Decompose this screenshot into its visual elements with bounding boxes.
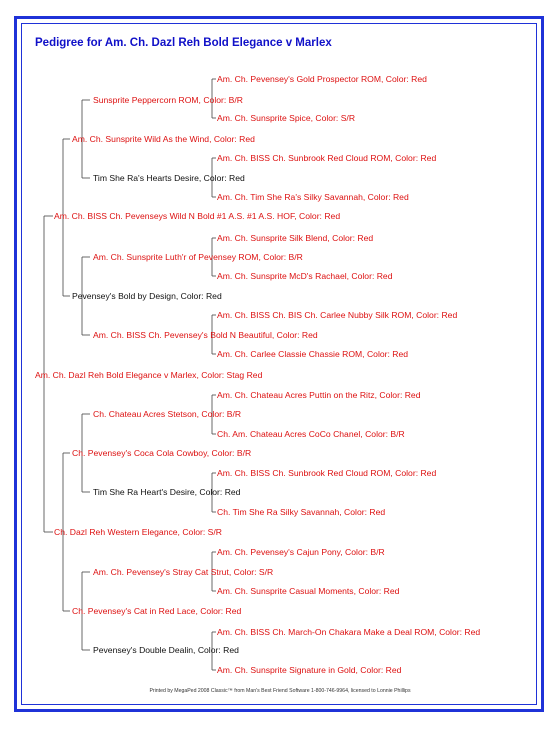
pedigree-entry: Ch. Tim She Ra Silky Savannah, Color: Red: [217, 507, 386, 517]
pedigree-entry: Am. Ch. Dazl Reh Bold Elegance v Marlex, Color: Stag Red: [35, 370, 263, 380]
pedigree-entry: Am. Ch. BISS Ch. Sunbrook Red Cloud ROM, Color: Red: [217, 468, 437, 478]
pedigree-entry: Pevensey's Bold by Design, Color: Red: [72, 291, 222, 301]
pedigree-entry: Ch. Pevensey's Coca Cola Cowboy, Color: B/R: [72, 448, 252, 458]
page-inner-border: [21, 23, 537, 705]
pedigree-entry: Am. Ch. Pevensey's Gold Prospector ROM, Color: Red: [217, 74, 427, 84]
pedigree-entry: Am. Ch. BISS Ch. March-On Chakara Make a Deal ROM, Color: Red: [217, 627, 481, 637]
pedigree-entry: Am. Ch. Sunsprite Luth'r of Pevensey ROM, Color: B/R: [93, 252, 303, 262]
pedigree-entry: Am. Ch. BISS Ch. Sunbrook Red Cloud ROM, Color: Red: [217, 153, 437, 163]
pedigree-entry: Sunsprite Peppercorn ROM, Color: B/R: [93, 95, 243, 105]
page-title: Pedigree for Am. Ch. Dazl Reh Bold Elegance v Marlex: [35, 37, 332, 49]
pedigree-entry: Am. Ch. BISS Ch. BIS Ch. Carlee Nubby Silk ROM, Color: Red: [217, 310, 458, 320]
pedigree-entry: Ch. Chateau Acres Stetson, Color: B/R: [93, 409, 242, 419]
pedigree-entry: Am. Ch. Pevensey's Cajun Pony, Color: B/R: [217, 547, 385, 557]
pedigree-entry: Am. Ch. Pevensey's Stray Cat Strut, Color: S/R: [93, 567, 274, 577]
pedigree-entry: Am. Ch. Carlee Classie Chassie ROM, Color: Red: [217, 349, 409, 359]
pedigree-entry: Pevensey's Double Dealin, Color: Red: [93, 645, 239, 655]
pedigree-entry: Am. Ch. Sunsprite Wild As the Wind, Color: Red: [72, 134, 255, 144]
pedigree-entry: Am. Ch. Sunsprite Silk Blend, Color: Red: [217, 233, 374, 243]
footer-text: Printed by MegaPed 2008 Classic™ from Man's Best Friend Software 1-800-746-9964, licensed to Lonnie Phillips: [149, 688, 411, 694]
pedigree-entry: Am. Ch. BISS Ch. Pevenseys Wild N Bold #1 A.S. #1 A.S. HOF, Color: Red: [54, 211, 341, 221]
pedigree-entry: Am. Ch. BISS Ch. Pevensey's Bold N Beautiful, Color: Red: [93, 330, 318, 340]
pedigree-entry: Am. Ch. Tim She Ra's Silky Savannah, Color: Red: [217, 192, 409, 202]
pedigree-entry: Ch. Am. Chateau Acres CoCo Chanel, Color: B/R: [217, 429, 405, 439]
pedigree-entry: Ch. Dazl Reh Western Elegance, Color: S/R: [54, 527, 222, 537]
pedigree-entry: Ch. Pevensey's Cat in Red Lace, Color: Red: [72, 606, 242, 616]
pedigree-entry: Tim She Ra's Hearts Desire, Color: Red: [93, 173, 245, 183]
pedigree-entry: Am. Ch. Sunsprite Casual Moments, Color: Red: [217, 586, 400, 596]
pedigree-entry: Am. Ch. Sunsprite Signature in Gold, Color: Red: [217, 665, 402, 675]
pedigree-entry: Tim She Ra Heart's Desire, Color: Red: [93, 487, 241, 497]
pedigree-entry: Am. Ch. Chateau Acres Puttin on the Ritz, Color: Red: [217, 390, 421, 400]
pedigree-entry: Am. Ch. Sunsprite Spice, Color: S/R: [217, 113, 356, 123]
pedigree-entry: Am. Ch. Sunsprite McD's Rachael, Color: Red: [217, 271, 393, 281]
